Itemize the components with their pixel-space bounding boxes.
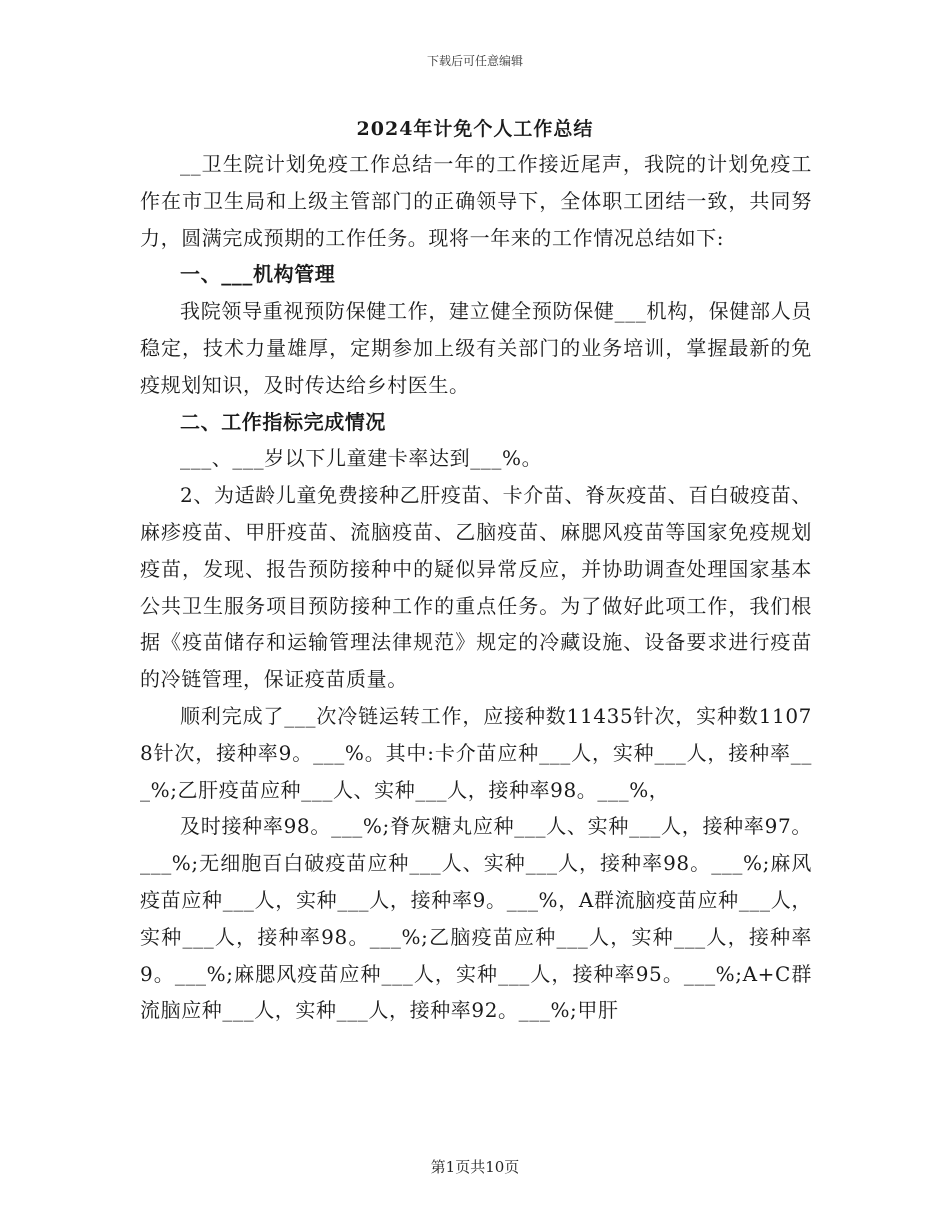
intro-paragraph: __卫生院计划免疫工作总结一年的工作接近尾声，我院的计划免疫工作在市卫生局和上级主管部门的正确领导下，全体职工团结一致，共同努力，圆满完成预期的工作任务。现将一年来的工作情况总结如下: xyxy=(140,152,812,250)
section-heading-organization: 一、___机构管理 xyxy=(180,262,336,287)
document-title: 2024年计免个人工作总结 xyxy=(356,118,594,140)
indicator-item-cold-chain: 顺利完成了___次冷链运转工作，应接种数11435针次，实种数11078针次，接种率9。___%。其中:卡介苗应种___人，实种___人，接种率___%;乙肝疫苗应种___人、实种___人，接种率98。___%， xyxy=(140,703,812,802)
indicator-item-timely-rate: 及时接种率98。___%;脊灰糖丸应种___人、实种___人，接种率97。___%;无细胞百白破疫苗应种___人、实种___人，接种率98。___%;麻风疫苗应种___人，实种___人，接种率9。___%，A群流脑疫苗应种___人，实种___人，接种率98。___%;乙脑疫苗应种___人，实种___人，接种率9。___%;麻腮风疫苗应种___人，实种___人，接种率95。___%;A+C群流脑应种___人，实种___人，接种率92。___%;甲肝 xyxy=(140,814,812,1023)
document-body xyxy=(140,146,812,1029)
section-heading-indicators: 二、工作指标完成情况 xyxy=(180,409,386,434)
indicator-item-vaccination: 2、为适龄儿童免费接种乙肝疫苗、卡介苗、脊灰疫苗、百白破疫苗、麻疹疫苗、甲肝疫苗、流脑疫苗、乙脑疫苗、麻腮风疫苗等国家免疫规划疫苗，发现、报告预防接种中的疑似异常反应，并协助调查处理国家基本公共卫生服务项目预防接种工作的重点任务。为了做好此项工作，我们根据《疫苗储存和运输管理法律规范》规定的冷藏设施、设备要求进行疫苗的冷链管理，保证疫苗质量。 xyxy=(140,483,812,692)
page-number: 第1页共10页 xyxy=(430,1158,520,1176)
indicator-item-card-rate: ___、___岁以下儿童建卡率达到___%。 xyxy=(180,446,543,471)
organization-paragraph: 我院领导重视预防保健工作，建立健全预防保健___机构，保健部人员稳定，技术力量雄厚，定期参加上级有关部门的业务培训，掌握最新的免疫规划知识，及时传达给乡村医生。 xyxy=(140,299,812,397)
page-header: 下载后可任意编辑 xyxy=(426,54,523,68)
